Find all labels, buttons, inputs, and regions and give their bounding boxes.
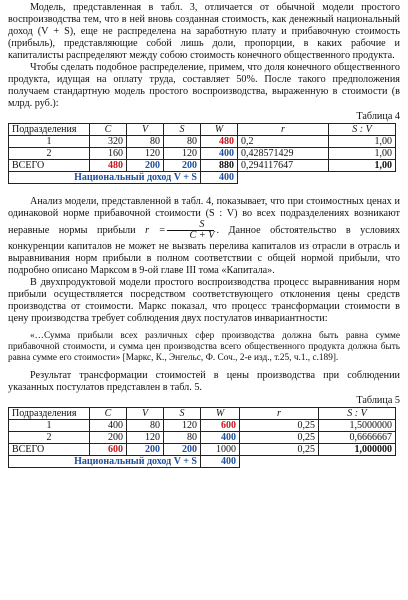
table-cell: 120: [164, 420, 201, 432]
table5-header-row: [9, 408, 396, 420]
header-cell: V: [127, 408, 164, 420]
table-cell: 0,428571429: [238, 148, 329, 160]
table-cell: 2: [9, 432, 90, 444]
table-cell: ВСЕГО: [9, 444, 90, 456]
document-page: [8, 0, 400, 468]
table-row: [9, 136, 396, 148]
table-cell: ВСЕГО: [9, 160, 90, 172]
table-cell: 0,25: [240, 444, 319, 456]
formula-lhs: r =: [145, 224, 166, 236]
header-cell: r: [238, 124, 329, 136]
paragraph-3: [8, 196, 400, 277]
table-cell: 600: [90, 444, 127, 456]
table-cell: 1: [9, 420, 90, 432]
national-income-label: Национальный доход V + S: [9, 172, 201, 184]
table-cell: 1,00: [329, 148, 396, 160]
header-cell: Подразделения: [9, 124, 90, 136]
table4-caption: Таблица 4: [356, 111, 400, 122]
table-row: [9, 420, 396, 432]
national-income-row: [9, 456, 396, 468]
table-cell: 1,000000: [319, 444, 396, 456]
table-cell: 120: [127, 432, 164, 444]
table-cell: 200: [127, 444, 164, 456]
table-cell: 120: [127, 148, 164, 160]
national-income-value: 400: [201, 456, 240, 468]
header-cell: r: [240, 408, 319, 420]
table-cell: 80: [164, 432, 201, 444]
table-4: [8, 123, 396, 184]
header-cell: S: [164, 408, 201, 420]
table-cell: 80: [127, 136, 164, 148]
paragraph-4: В двухпродуктовой модели простого воспроизводства процесс выравнивания норм прибыли осуществляется посредством соответствующего отклонения цены средств производства от стоимости. Маркс показал, что процесс трансформации стоимости в цену производства требует соблюдения двух постулатов инвариантности:: [8, 277, 400, 324]
table4-header-row: [9, 124, 396, 136]
table-cell: 200: [164, 160, 201, 172]
table-cell: 0,25: [240, 432, 319, 444]
table-cell: 400: [201, 432, 240, 444]
table-cell: 200: [90, 432, 127, 444]
table-row: [9, 432, 396, 444]
table-cell: 400: [201, 148, 238, 160]
header-cell: V: [127, 124, 164, 136]
table-cell: 160: [90, 148, 127, 160]
table-cell: 600: [201, 420, 240, 432]
paragraph-5: Результат трансформации стоимостей в цены производства при соблюдении указанных постулатов представлен в табл. 5.: [8, 370, 400, 393]
table5-caption: Таблица 5: [356, 395, 400, 406]
table-cell: 1,5000000: [319, 420, 396, 432]
table-row: [9, 148, 396, 160]
marx-quote: «…Сумма прибыли всех различных сфер производства должна быть равна сумме прибавочной стоимости, и сумма цен производства всего общественного продукта должна быть равна сумме его стоимости» [Маркс, К., Энгельс, Ф. Соч., 2-е изд., т.25, ч.1., с.189].: [8, 331, 400, 363]
national-income-row: [9, 172, 396, 184]
header-cell: Подразделения: [9, 408, 90, 420]
formula-denominator: C + V: [189, 230, 215, 241]
paragraph-3-text: Анализ модели, представленной в табл. 4, показывает, что при стоимостных ценах и одинаковой норме прибавочной стоимости (S : V) во всех подразделениях возникают неравные нормы прибыли: [8, 196, 400, 236]
table-cell: 320: [90, 136, 127, 148]
table-cell: 480: [201, 136, 238, 148]
header-cell: C: [90, 124, 127, 136]
table-cell: 1,00: [329, 136, 396, 148]
table-cell: 480: [90, 160, 127, 172]
table-cell: 80: [164, 136, 201, 148]
header-cell: C: [90, 408, 127, 420]
header-cell: S: [164, 124, 201, 136]
table-cell: 1,00: [329, 160, 396, 172]
national-income-value: 400: [201, 172, 238, 184]
national-income-label: Национальный доход V + S: [9, 456, 201, 468]
table-cell: 1: [9, 136, 90, 148]
table-cell: 2: [9, 148, 90, 160]
table-cell: 400: [90, 420, 127, 432]
table-cell: 200: [164, 444, 201, 456]
formula-numerator: S: [167, 220, 214, 231]
header-cell: S : V: [319, 408, 396, 420]
table-cell: 880: [201, 160, 238, 172]
table-cell: 200: [127, 160, 164, 172]
table-cell: 80: [127, 420, 164, 432]
paragraph-1: Модель, представленная в табл. 3, отличается от обычной модели простого воспроизводства тем, что в ней вновь созданная стоимость, как денежный национальный доход (V + S), еще не распределена на заработную плату и прибавочную стоимость (прибыль), представляющие собой лишь доли, пропорции, в каких рабочие и капиталисты распределяют между собою стоимость конечного общественного продукта.: [8, 2, 400, 61]
table-cell: 0,25: [240, 420, 319, 432]
table-row-total: [9, 444, 396, 456]
table-cell: 1000: [201, 444, 240, 456]
paragraph-2: Чтобы сделать подобное распределение, примем, что доля конечного общественного продукта, идущая на оплату труда, составляет 50%. После такого предположения получаем стандартную модель простого воспроизводства, выраженную в стоимости (в млрд. руб.):: [8, 62, 400, 109]
profit-rate-formula: [167, 220, 214, 241]
table-row-total: [9, 160, 396, 172]
table-cell: 0,6666667: [319, 432, 396, 444]
header-cell: W: [201, 408, 240, 420]
table-cell: 0,2: [238, 136, 329, 148]
table-5: [8, 407, 396, 468]
header-cell: S : V: [329, 124, 396, 136]
header-cell: W: [201, 124, 238, 136]
table-cell: 120: [164, 148, 201, 160]
paragraph-3-text-cont: . Данное обстоятельство в условиях конкуренции капиталов не может не вызвать перелива капиталов из отрасли в отрасль и выравнивания норм прибыли в полном соответствии с общей нормой прибыли, что подробно описано Марксом в 9-ой главе III тома «Капитала».: [8, 224, 401, 276]
table-cell: 0,294117647: [238, 160, 329, 172]
